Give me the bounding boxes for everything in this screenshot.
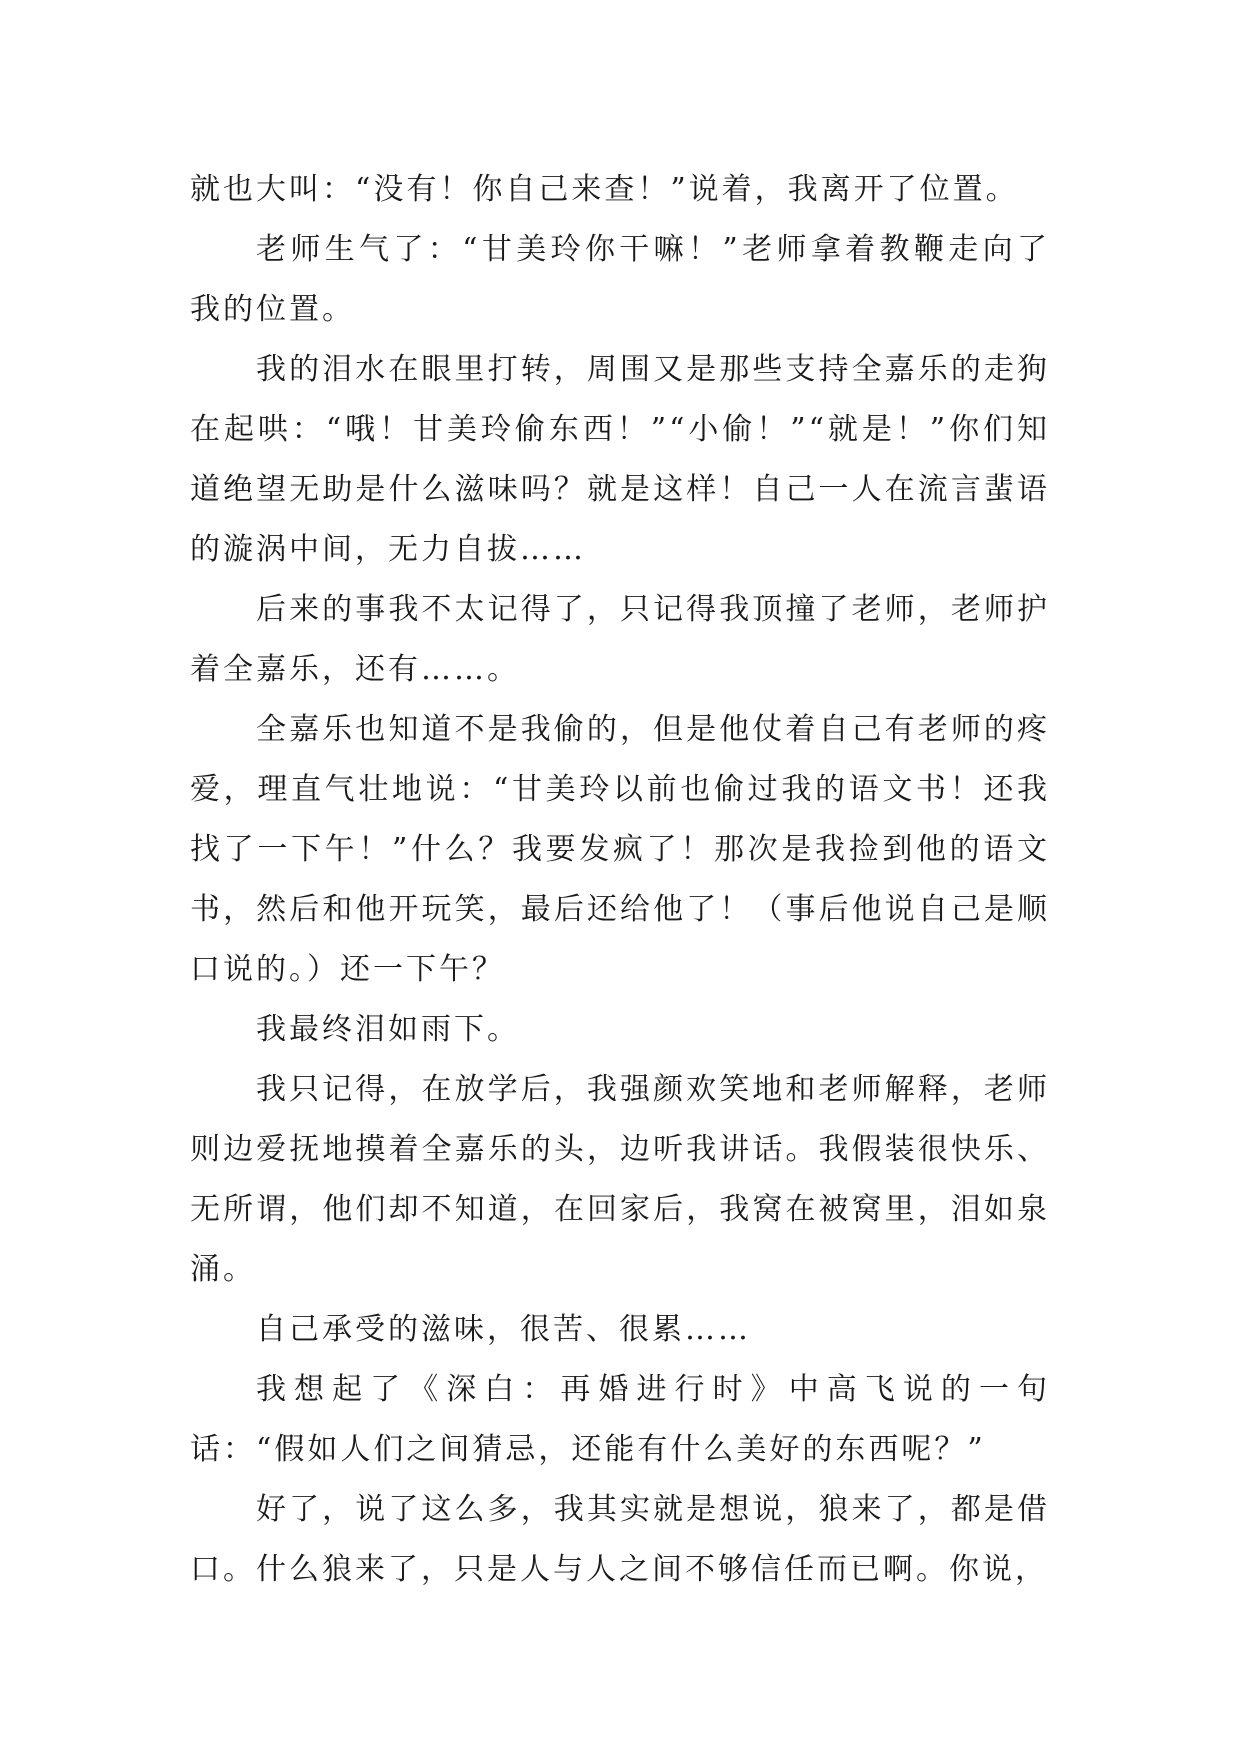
paragraph: 全嘉乐也知道不是我偷的，但是他仗着自己有老师的疼爱，理直气壮地说：“甘美玲以前也偷过我的语文书！还我找了一下午！”什么？我要发疯了！那次是我捡到他的语文书，然后和他开玩笑，最后还给他了！（事后他说自己是顺口说的。）还一下午？ [190,712,1050,987]
paragraph: 就也大叫：“没有！你自己来查！”说着，我离开了位置。 [190,172,1019,207]
paragraph: 好了，说了这么多，我其实就是想说，狼来了，都是借口。什么狼来了，只是人与人之间不够信任而已啊。你说， [190,1492,1050,1587]
paragraph: 自己承受的滋味，很苦、很累…… [256,1312,751,1347]
paragraph: 我的泪水在眼里打转，周围又是那些支持全嘉乐的走狗在起哄：“哦！甘美玲偷东西！”“小偷！”“就是！”你们知道绝望无助是什么滋味吗？就是这样！自己一人在流言蜚语的漩涡中间，无力自拔…… [190,352,1050,567]
paragraph: 我想起了《深白：再婚进行时》中高飞说的一句话：“假如人们之间猜忌，还能有什么美好的东西呢？” [190,1372,1050,1467]
body-text [190,160,1050,1600]
paragraph: 老师生气了：“甘美玲你干嘛！”老师拿着教鞭走向了我的位置。 [190,232,1050,327]
paragraph: 后来的事我不太记得了，只记得我顶撞了老师，老师护着全嘉乐，还有……。 [190,592,1050,687]
paragraph: 我只记得，在放学后，我强颜欢笑地和老师解释，老师则边爱抚地摸着全嘉乐的头，边听我讲话。我假装很快乐、无所谓，他们却不知道，在回家后，我窝在被窝里，泪如泉涌。 [190,1072,1050,1287]
paragraph: 我最终泪如雨下。 [256,1012,520,1047]
